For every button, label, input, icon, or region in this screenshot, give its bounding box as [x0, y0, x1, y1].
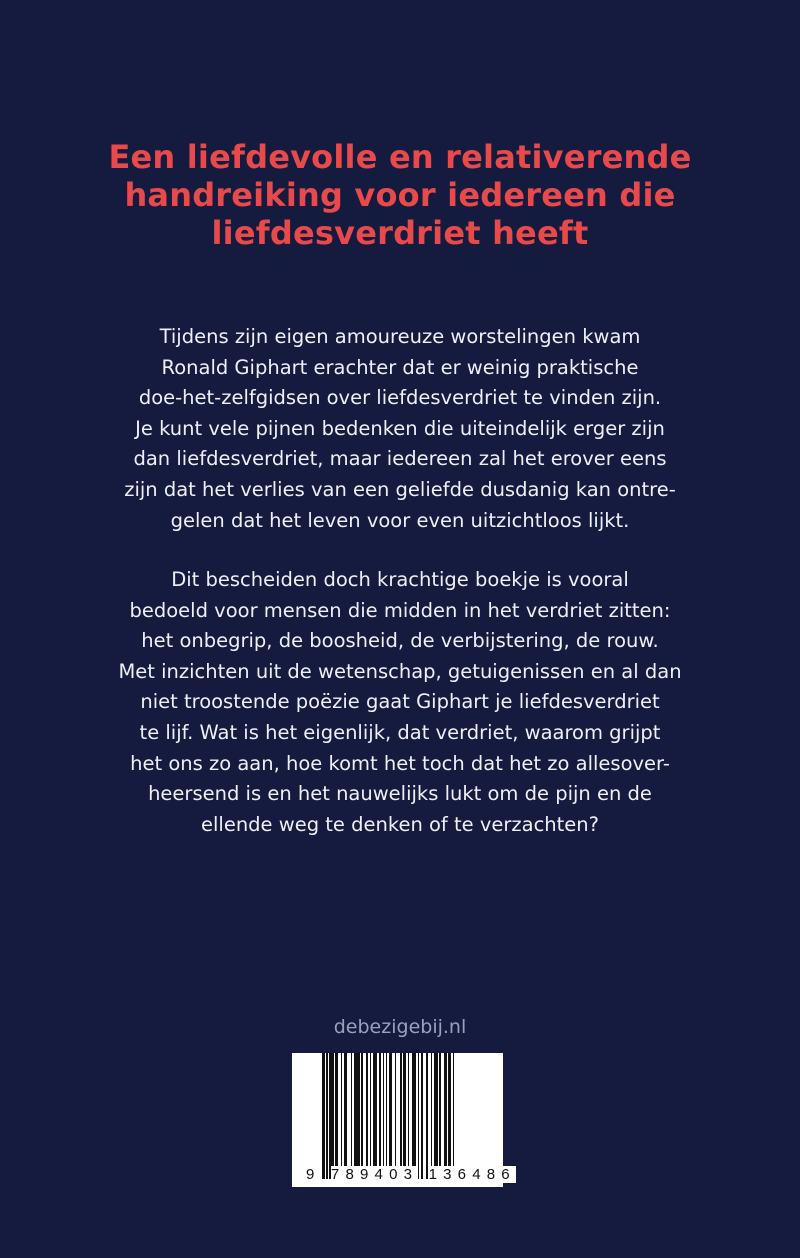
text-line: niet troostende poëzie gaat Giphart je liefdesverdriet	[140, 690, 660, 714]
barcode-bar	[389, 1053, 392, 1179]
isbn-group-2: 136486	[428, 1166, 516, 1183]
barcode-bar	[453, 1053, 454, 1179]
barcode-bar	[341, 1053, 342, 1179]
text-line: te lijf. Wat is het eigenlijk, dat verdriet, waarom grijpt	[139, 720, 661, 744]
text-line: Dit bescheiden doch krachtige boekje is vooral	[171, 568, 629, 591]
text-line: Ronald Giphart erachter dat er weinig praktische	[161, 355, 639, 379]
barcode-bar	[434, 1053, 438, 1179]
barcode-bar	[418, 1053, 419, 1179]
barcode-bar	[426, 1053, 427, 1179]
publisher-website: debezigebij.nl	[333, 1016, 467, 1038]
headline-line: handreiking voor iedereen die	[124, 176, 676, 214]
barcode-bar	[354, 1053, 360, 1179]
barcode-bar	[386, 1053, 387, 1179]
barcode-bars	[322, 1053, 492, 1179]
barcode-bar	[400, 1053, 401, 1179]
blurb-paragraph-2	[0, 565, 800, 840]
barcode-bar	[366, 1053, 369, 1179]
barcode-bar	[379, 1053, 382, 1179]
barcode-bar	[421, 1053, 424, 1179]
barcode-bar	[412, 1053, 416, 1179]
text-line: het ons zo aan, hoe komt het toch dat het zo allesover-	[130, 751, 670, 775]
headline-line: Een liefdevolle en relativerende	[108, 138, 692, 176]
text-line: het onbegrip, de boosheid, de verbijstering, de rouw.	[141, 629, 659, 653]
isbn-group-1: 789403	[330, 1166, 419, 1183]
headline-line: liefdesverdriet heeft	[211, 214, 589, 252]
blurb-paragraph-1	[0, 322, 800, 536]
text-line: Je kunt vele pijnen bedenken die uiteindelijk erger zijn	[135, 416, 665, 440]
barcode-bar	[373, 1053, 377, 1179]
barcode-bar	[326, 1053, 327, 1179]
text-line: doe-het-zelfgidsen over liefdesverdriet te vinden zijn.	[138, 386, 662, 410]
barcode-bar	[344, 1053, 347, 1179]
barcode-bar	[383, 1053, 384, 1179]
barcode-bar	[439, 1053, 440, 1179]
barcode-bar	[329, 1053, 333, 1179]
barcode-bar	[395, 1053, 396, 1179]
text-line: Met inzichten uit de wetenschap, getuigenissen en al dan	[118, 659, 682, 683]
barcode-bar	[403, 1053, 406, 1179]
barcode-bar	[448, 1053, 451, 1179]
text-line: dan liefdesverdriet, maar iedereen zal het erover eens	[133, 447, 667, 471]
isbn-barcode	[292, 1053, 516, 1187]
isbn-first-digit: 9	[306, 1166, 321, 1183]
text-line: gelen dat het leven voor even uitzichtloos lijkt.	[170, 508, 630, 532]
text-line: ellende weg te denken of te verzachten?	[200, 812, 600, 836]
text-line: heersend is en het nauwelijks lukt om de pijn en de	[148, 782, 652, 806]
barcode-bar	[322, 1053, 325, 1179]
text-line: bedoeld voor mensen die midden in het verdriet zitten:	[129, 598, 671, 622]
text-line: zijn dat het verlies van een geliefde dusdanig kan ontre-	[124, 477, 676, 501]
isbn-digits	[306, 1166, 516, 1183]
barcode-bar	[431, 1053, 432, 1179]
barcode-bar	[444, 1053, 447, 1179]
headline	[0, 138, 800, 252]
barcode-bar	[335, 1053, 338, 1179]
barcode-bar	[370, 1053, 371, 1179]
barcode-bar	[408, 1053, 409, 1179]
text-line: Tijdens zijn eigen amoureuze worstelingen kwam	[159, 325, 641, 348]
barcode-bar	[361, 1053, 362, 1179]
barcode-bar	[351, 1053, 352, 1179]
